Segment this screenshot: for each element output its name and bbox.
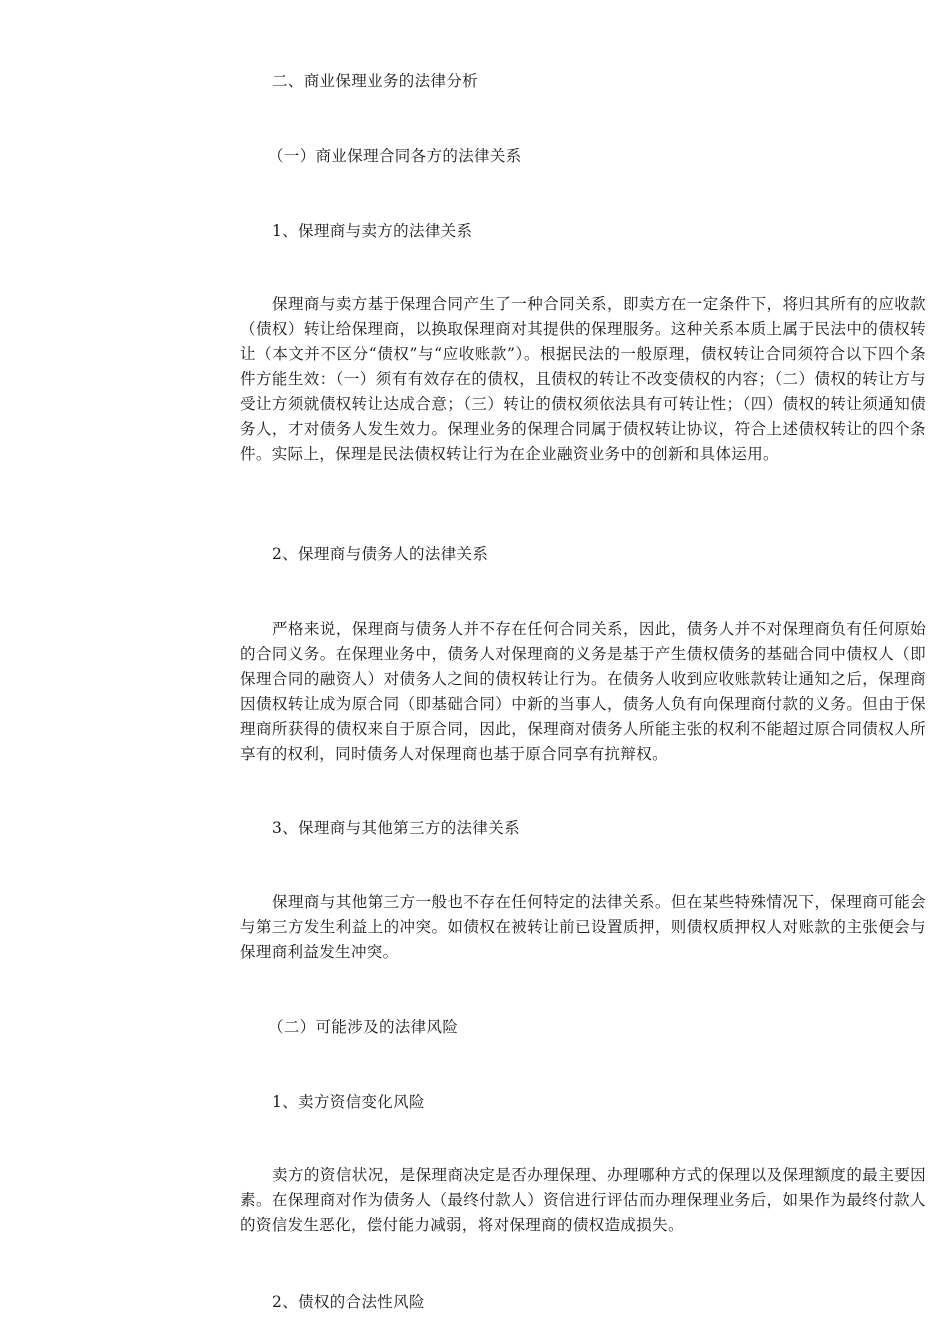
item-1-1-title: 1、保理商与卖方的法律关系 bbox=[272, 222, 473, 240]
item-2-1-paragraph: 卖方的资信状况，是保理商决定是否办理保理、办理哪种方式的保理以及保理额度的最主要因素。在保理商对作为债务人（最终付款人）资信进行评估而办理保理业务后，如果作为最终付款人的资信发生恶化，偿付能力减弱，将对保理商的债权造成损失。 bbox=[240, 1166, 926, 1234]
subsection-1-title: （一）商业保理合同各方的法律关系 bbox=[268, 147, 522, 165]
item-1-3-title: 3、保理商与其他第三方的法律关系 bbox=[272, 819, 520, 837]
item-1-1-paragraph: 保理商与卖方基于保理合同产生了一种合同关系，即卖方在一定条件下，将归其所有的应收款（债权）转让给保理商，以换取保理商对其提供的保理服务。这种关系本质上属于民法中的债权转让（本文并不区分“债权”与“应收账款”）。根据民法的一般原理，债权转让合同须符合以下四个条件方能生效：（一）须有有效存在的债权，且债权的转让不改变债权的内容；（二）债权的转让方与受让方须就债权转让达成合意；（三）转让的债权须依法具有可转让性；（四）债权的转让须通知债务人，才对债务人发生效力。保理业务的保理合同属于债权转让协议，符合上述债权转让的四个条件。实际上，保理是民法债权转让行为在企业融资业务中的创新和具体运用。 bbox=[240, 295, 926, 463]
section-title: 二、商业保理业务的法律分析 bbox=[272, 72, 479, 90]
item-1-2-paragraph: 严格来说，保理商与债务人并不存在任何合同关系，因此，债务人并不对保理商负有任何原始的合同义务。在保理业务中，债务人对保理商的义务是基于产生债权债务的基础合同中债权人（即保理合同的融资人）对债务人之间的债权转让行为。在债务人收到应收账款转让通知之后，保理商因债权转让成为原合同（即基础合同）中新的当事人，债务人负有向保理商付款的义务。但由于保理商所获得的债权来自于原合同，因此，保理商对债务人所能主张的权利不能超过原合同债权人所享有的权利，同时债务人对保理商也基于原合同享有抗辩权。 bbox=[240, 620, 926, 763]
subsection-2-title: （二）可能涉及的法律风险 bbox=[268, 1018, 459, 1036]
item-2-2-title: 2、债权的合法性风险 bbox=[272, 1293, 425, 1311]
item-1-2-title: 2、保理商与债务人的法律关系 bbox=[272, 545, 489, 563]
item-2-1-title: 1、卖方资信变化风险 bbox=[272, 1093, 425, 1111]
item-1-3-paragraph: 保理商与其他第三方一般也不存在任何特定的法律关系。但在某些特殊情况下，保理商可能会与第三方发生利益上的冲突。如债权在被转让前已设置质押，则债权质押权人对账款的主张便会与保理商利益发生冲突。 bbox=[240, 893, 926, 961]
